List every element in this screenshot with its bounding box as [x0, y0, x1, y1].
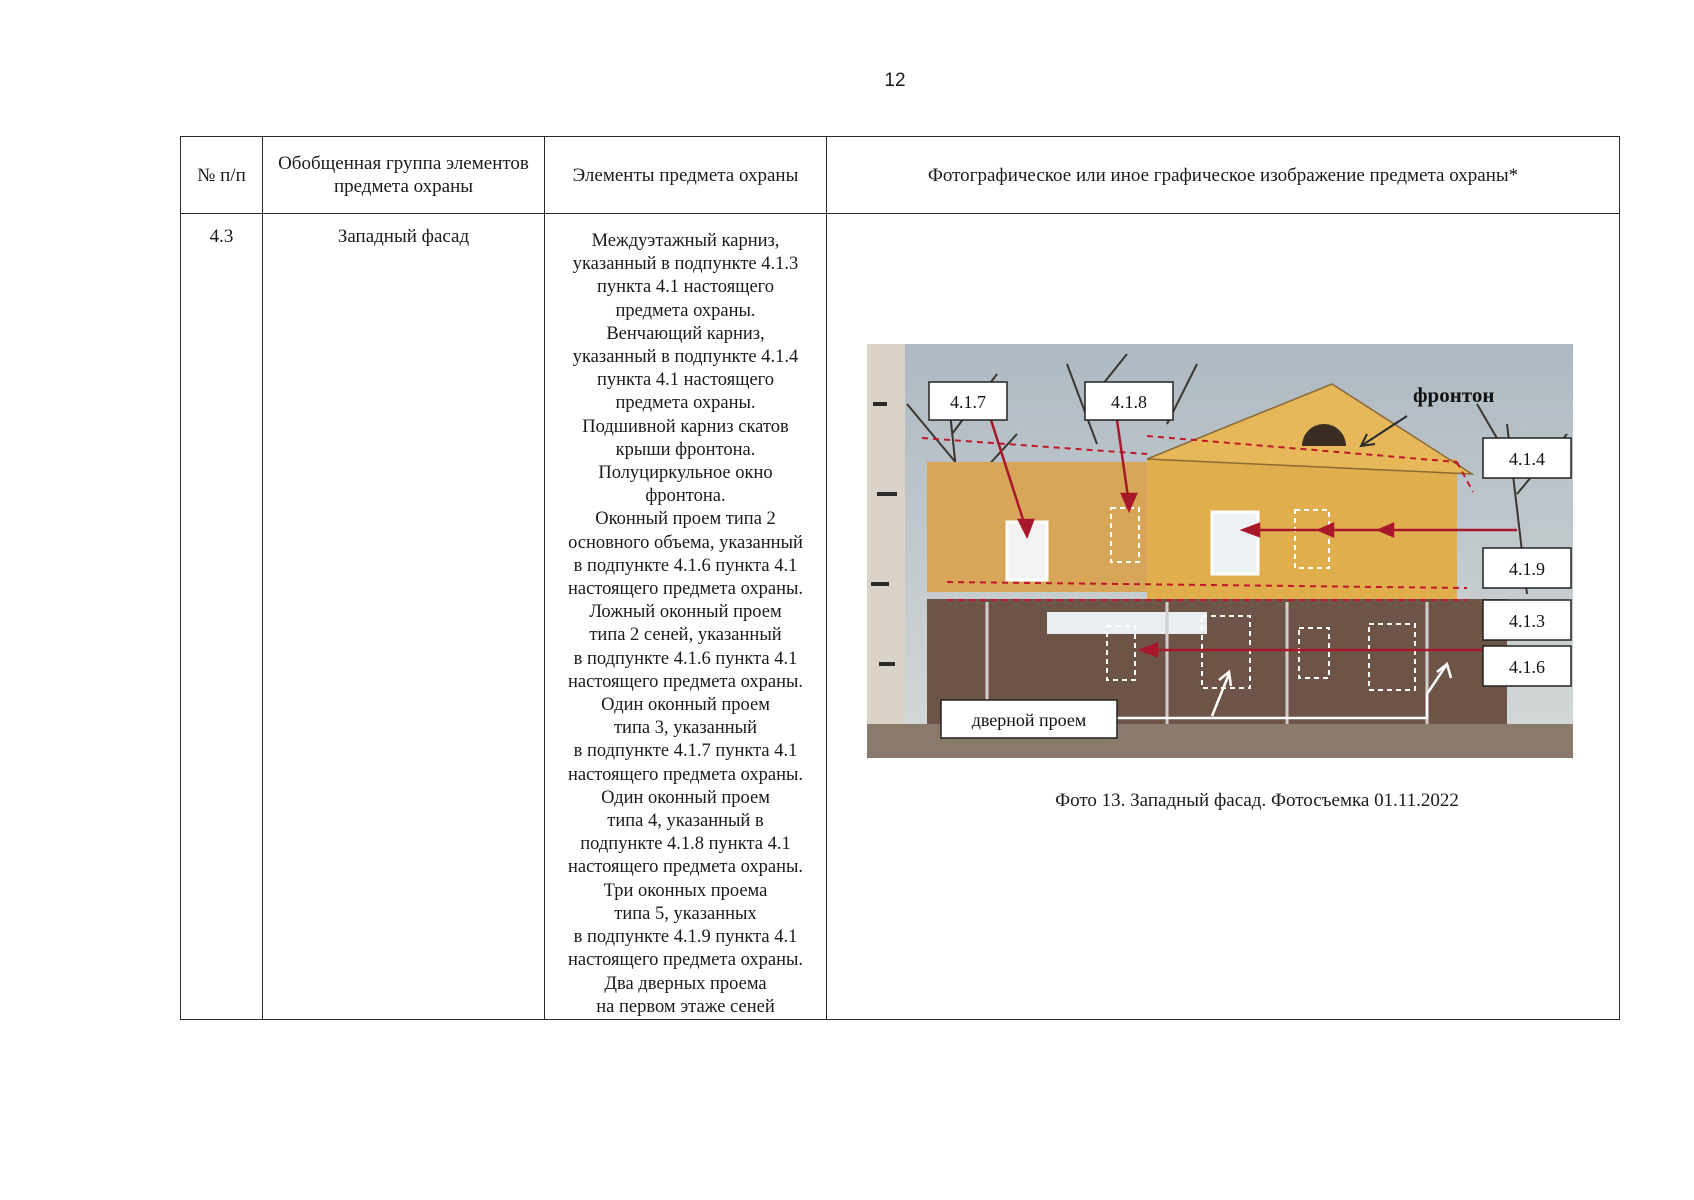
header-number: № п/п	[181, 137, 263, 214]
label-fronton: фронтон	[1413, 383, 1495, 407]
element-line: в подпункте 4.1.6 пункта 4.1	[573, 648, 798, 669]
svg-text:4.1.8: 4.1.8	[1111, 392, 1147, 412]
heritage-table	[180, 136, 1620, 1020]
label-4-1-4	[1483, 438, 1571, 478]
element-line: Венчающий карниз,	[606, 323, 765, 344]
element-line: типа 3, указанный	[613, 718, 758, 739]
element-line: настоящего предмета охраны.	[567, 857, 804, 878]
element-line: Оконный проем типа 2	[595, 509, 776, 530]
element-line: указанный в подпункте 4.1.4	[572, 347, 799, 368]
element-line: Подшивной карниз скатов	[582, 416, 789, 437]
element-line: в подпункте 4.1.9 пункта 4.1	[573, 927, 798, 948]
element-line: основного объема, указанный	[568, 532, 803, 553]
row-figure	[827, 214, 1620, 1020]
photo-caption: Фото 13. Западный фасад. Фотосъемка 01.11.2022	[1055, 790, 1459, 811]
header-elements: Элементы предмета охраны	[545, 137, 827, 214]
element-line: настоящего предмета охраны.	[567, 950, 804, 971]
element-line: предмета охраны.	[615, 393, 756, 414]
element-line: фронтона.	[645, 486, 726, 507]
element-line: типа 4, указанный в	[607, 811, 764, 832]
element-line: настоящего предмета охраны.	[567, 671, 804, 692]
label-door	[941, 700, 1117, 738]
window-main	[1212, 512, 1258, 574]
element-line: Междуэтажный карниз,	[591, 231, 780, 251]
elements-list	[551, 230, 820, 1019]
element-line: крыши фронтона.	[615, 439, 756, 460]
element-line: Полуциркульное окно	[598, 463, 773, 484]
label-4-1-3	[1483, 600, 1571, 640]
label-4-1-9	[1483, 548, 1571, 588]
element-line: подпункте 4.1.8 пункта 4.1	[580, 834, 791, 855]
element-line: в подпункте 4.1.6 пункта 4.1	[573, 555, 798, 576]
header-image: Фотографическое или иное графическое изображение предмета охраны*	[827, 137, 1620, 214]
row-elements	[545, 214, 827, 1020]
svg-text:4.1.7: 4.1.7	[950, 392, 986, 412]
svg-text:4.1.4: 4.1.4	[1509, 449, 1545, 469]
svg-text:дверной проем: дверной проем	[971, 710, 1087, 730]
facade-photo-svg	[867, 344, 1573, 758]
element-line: пункта 4.1 настоящего	[596, 370, 775, 391]
element-line: Ложный оконный проем	[589, 602, 782, 623]
birch-trunk	[867, 344, 905, 758]
element-line: Два дверных проема	[604, 973, 767, 994]
element-line: настоящего предмета охраны.	[567, 764, 804, 785]
svg-text:4.1.6: 4.1.6	[1509, 657, 1545, 677]
svg-text:4.1.9: 4.1.9	[1509, 559, 1545, 579]
element-line: типа 5, указанных	[614, 903, 757, 924]
element-line: указанный в подпункте 4.1.3	[572, 254, 799, 275]
page-number: 12	[884, 70, 906, 91]
element-line: Три оконных проема	[603, 880, 768, 901]
element-line: типа 2 сеней, указанный	[589, 625, 782, 646]
row-number: 4.3	[181, 214, 263, 1020]
header-group: Обобщенная группа элементов предмета охраны	[263, 137, 545, 214]
element-line: настоящего предмета охраны.	[567, 579, 804, 600]
label-4-1-8	[1085, 382, 1173, 420]
element-line: на первом этаже сеней	[596, 996, 775, 1017]
table-header-row	[181, 137, 1620, 214]
element-line: Один оконный проем	[601, 787, 770, 808]
facade-photo	[867, 344, 1573, 758]
element-line: в подпункте 4.1.7 пункта 4.1	[573, 741, 798, 762]
table-row	[181, 214, 1620, 1020]
label-4-1-7	[929, 382, 1007, 420]
element-line: пункта 4.1 настоящего	[596, 277, 775, 298]
element-line: Один оконный проем	[601, 695, 770, 716]
label-4-1-6	[1483, 646, 1571, 686]
svg-text:4.1.3: 4.1.3	[1509, 611, 1545, 631]
shop-sign	[1047, 612, 1207, 634]
row-group: Западный фасад	[263, 214, 545, 1020]
element-line: предмета охраны.	[615, 300, 756, 321]
